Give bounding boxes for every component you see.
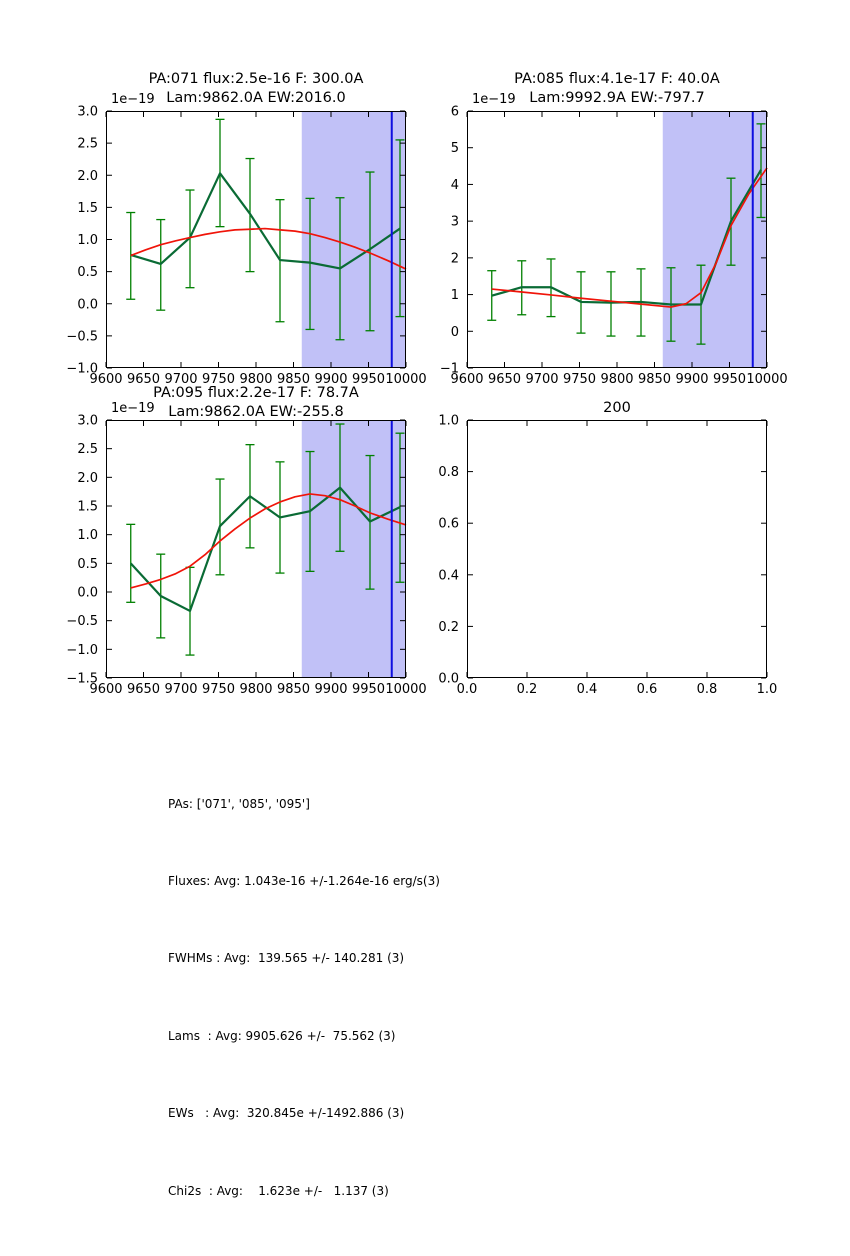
svg-text:0.8: 0.8 — [438, 465, 459, 481]
plot-title-empty — [427, 399, 807, 418]
svg-text:9850: 9850 — [276, 372, 311, 387]
svg-text:9650: 9650 — [126, 372, 161, 387]
svg-text:9700: 9700 — [164, 682, 198, 697]
svg-text:9900: 9900 — [675, 372, 709, 387]
svg-text:9800: 9800 — [600, 372, 634, 387]
svg-text:0.0: 0.0 — [77, 297, 98, 313]
svg-text:1.5: 1.5 — [77, 499, 98, 515]
svg-text:0.2: 0.2 — [516, 682, 538, 697]
svg-text:9600: 9600 — [450, 372, 484, 387]
plot-title-line1: PA:085 flux:4.1e-17 F: 40.0A — [514, 71, 720, 87]
svg-text:0.2: 0.2 — [438, 619, 459, 635]
svg-text:0.4: 0.4 — [438, 568, 459, 584]
plot-title-line2: Lam:9992.9A EW:-797.7 — [529, 90, 705, 106]
svg-text:−1: −1 — [439, 361, 459, 377]
svg-text:1: 1 — [450, 288, 459, 304]
svg-text:9900: 9900 — [314, 372, 348, 387]
stats-line-pas: PAs: ['071', '085', '095'] — [168, 796, 310, 811]
svg-text:−0.5: −0.5 — [66, 329, 98, 345]
svg-text:9950: 9950 — [351, 682, 386, 697]
svg-text:9650: 9650 — [487, 372, 522, 387]
svg-text:1.5: 1.5 — [77, 200, 98, 216]
y-axis-offset-label: 1e−19 — [472, 92, 516, 107]
svg-text:9800: 9800 — [239, 372, 273, 387]
plot-title-line1: PA:095 flux:2.2e-17 F: 78.7A — [153, 385, 359, 401]
plot-title-line2: Lam:9862.0A EW:2016.0 — [166, 90, 346, 106]
stats-line-chi2s: Chi2s : Avg: 1.623e +/- 1.137 (3) — [168, 1183, 389, 1198]
plot-title-line1: 200 — [603, 400, 631, 416]
svg-text:2.5: 2.5 — [77, 136, 98, 152]
svg-text:2.0: 2.0 — [77, 168, 98, 184]
svg-text:0.8: 0.8 — [696, 682, 718, 697]
svg-text:1.0: 1.0 — [77, 528, 98, 544]
svg-text:1.0: 1.0 — [756, 682, 778, 697]
svg-text:0.6: 0.6 — [438, 516, 459, 532]
svg-text:1.0: 1.0 — [77, 233, 98, 248]
svg-text:9700: 9700 — [164, 372, 198, 387]
svg-text:9700: 9700 — [525, 372, 559, 387]
svg-text:5: 5 — [450, 141, 459, 157]
svg-text:0.0: 0.0 — [438, 671, 459, 687]
svg-text:0.6: 0.6 — [636, 682, 658, 697]
svg-text:9750: 9750 — [201, 682, 236, 697]
svg-text:0: 0 — [450, 324, 459, 340]
svg-text:9600: 9600 — [89, 372, 123, 387]
svg-text:9950: 9950 — [712, 372, 747, 387]
plot-canvas-pa085 — [439, 104, 788, 387]
stats-line-lams: Lams : Avg: 9905.626 +/- 75.562 (3) — [168, 1028, 396, 1043]
svg-text:0.4: 0.4 — [576, 682, 598, 697]
svg-text:9850: 9850 — [637, 372, 672, 387]
svg-text:6: 6 — [450, 104, 459, 120]
stats-line-ews: EWs : Avg: 320.845e +/-1492.886 (3) — [168, 1106, 405, 1121]
svg-text:3.0: 3.0 — [77, 413, 98, 429]
plot-canvas-empty — [438, 413, 778, 697]
svg-text:0.5: 0.5 — [77, 556, 98, 572]
svg-text:4: 4 — [450, 177, 459, 193]
svg-text:2.0: 2.0 — [77, 470, 98, 486]
svg-text:3.0: 3.0 — [77, 104, 98, 120]
stats-line-fwhms: FWHMs : Avg: 139.565 +/- 140.281 (3) — [168, 951, 405, 966]
svg-text:0.0: 0.0 — [456, 682, 478, 697]
svg-text:−1.0: −1.0 — [66, 642, 98, 658]
svg-text:9600: 9600 — [89, 682, 123, 697]
plot-title-line1: PA:071 flux:2.5e-16 F: 300.0A — [148, 71, 364, 87]
svg-text:10000: 10000 — [385, 682, 427, 697]
svg-text:10000: 10000 — [746, 372, 788, 387]
y-axis-offset-label: 1e−19 — [111, 92, 155, 107]
plot-title-line2: Lam:9862.0A EW:-255.8 — [168, 404, 344, 420]
svg-text:10000: 10000 — [385, 372, 427, 387]
svg-text:2: 2 — [450, 251, 459, 267]
svg-text:9750: 9750 — [201, 372, 236, 387]
svg-text:2.5: 2.5 — [77, 442, 98, 458]
svg-text:−1.5: −1.5 — [66, 671, 98, 687]
svg-text:−0.5: −0.5 — [66, 614, 98, 630]
svg-text:9650: 9650 — [126, 682, 161, 697]
svg-text:3: 3 — [450, 214, 459, 230]
svg-text:−1.0: −1.0 — [66, 361, 98, 377]
stats-summary — [168, 740, 440, 1256]
svg-text:0.0: 0.0 — [77, 585, 98, 601]
svg-text:9900: 9900 — [314, 682, 348, 697]
plot-canvas-pa071 — [66, 104, 427, 387]
svg-text:0.5: 0.5 — [77, 265, 98, 281]
svg-text:9800: 9800 — [239, 682, 273, 697]
plot-canvas-pa095 — [66, 413, 427, 697]
stats-line-fluxes: Fluxes: Avg: 1.043e-16 +/-1.264e-16 erg/s(3) — [168, 873, 440, 888]
svg-text:1.0: 1.0 — [438, 413, 459, 429]
svg-text:9750: 9750 — [562, 372, 597, 387]
svg-text:9950: 9950 — [351, 372, 386, 387]
svg-text:9850: 9850 — [276, 682, 311, 697]
y-axis-offset-label: 1e−19 — [111, 401, 155, 416]
